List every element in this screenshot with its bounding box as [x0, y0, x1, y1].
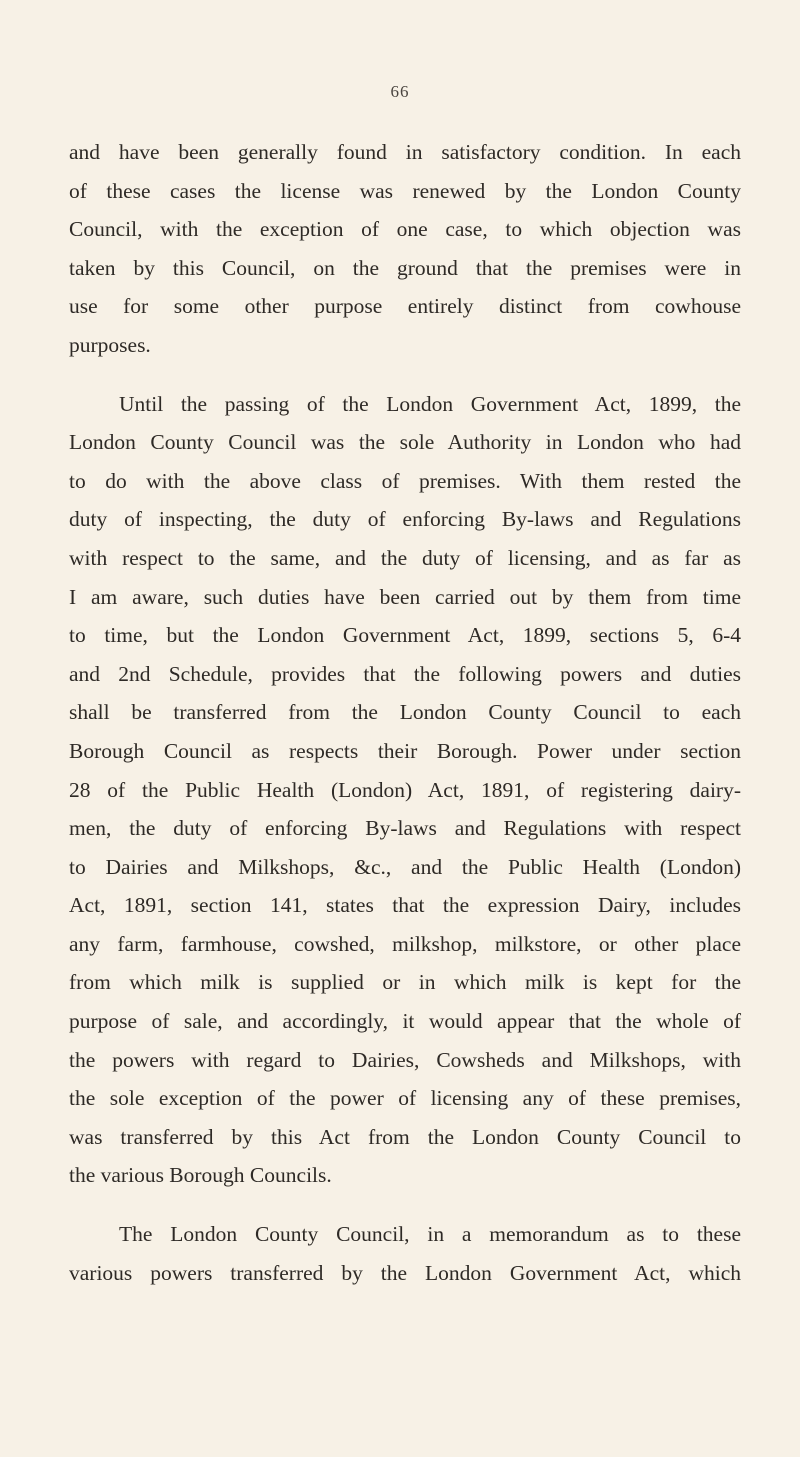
- text-line: Council, with the exception of one case, to which objection was: [69, 217, 741, 242]
- text-line: shall be transferred from the London County Council to each: [69, 700, 741, 725]
- text-line: purposes.: [69, 332, 151, 357]
- body-text: [69, 133, 741, 1292]
- text-line: purpose of sale, and accordingly, it would appear that the whole of: [69, 1009, 741, 1034]
- text-line: London County Council was the sole Authority in London who had: [69, 430, 741, 455]
- text-line: Borough Council as respects their Borough. Power under section: [69, 738, 741, 763]
- text-line: the various Borough Councils.: [69, 1163, 332, 1188]
- text-line: and 2nd Schedule, provides that the following powers and duties: [69, 661, 741, 686]
- text-line: various powers transferred by the London Government Act, which: [69, 1260, 741, 1285]
- paragraph-3: [69, 1215, 741, 1292]
- text-line: with respect to the same, and the duty of licensing, and as far as: [69, 545, 741, 570]
- paragraph-1: [69, 133, 741, 365]
- text-line: taken by this Council, on the ground that the premises were in: [69, 255, 741, 280]
- text-line: and have been generally found in satisfactory condition. In each: [69, 140, 741, 164]
- text-line: The London County Council, in a memorandum as to these: [119, 1222, 741, 1247]
- text-line: use for some other purpose entirely distinct from cowhouse: [69, 294, 741, 319]
- text-line: of these cases the license was renewed by the London County: [69, 178, 741, 203]
- paragraph-gap: [69, 1195, 741, 1215]
- text-line: from which milk is supplied or in which milk is kept for the: [69, 970, 741, 995]
- text-line: duty of inspecting, the duty of enforcing By-laws and Regulations: [69, 507, 741, 532]
- text-line: was transferred by this Act from the London County Council to: [69, 1124, 741, 1149]
- text-line: Act, 1891, section 141, states that the expression Dairy, includes: [69, 893, 741, 918]
- text-line: the sole exception of the power of licensing any of these premises,: [69, 1086, 741, 1111]
- text-line: men, the duty of enforcing By-laws and Regulations with respect: [69, 816, 741, 841]
- text-line: to time, but the London Government Act, 1899, sections 5, 6-4: [69, 623, 741, 648]
- text-line: I am aware, such duties have been carried out by them from time: [69, 584, 741, 609]
- page-number: 66: [390, 82, 410, 101]
- text-line: 28 of the Public Health (London) Act, 1891, of registering dairy-: [69, 777, 741, 802]
- paragraph-2: [69, 385, 741, 1195]
- text-line: the powers with regard to Dairies, Cowsheds and Milkshops, with: [69, 1047, 741, 1072]
- paragraph-gap: [69, 365, 741, 385]
- text-line: to do with the above class of premises. With them rested the: [69, 468, 741, 493]
- text-line: Until the passing of the London Government Act, 1899, the: [119, 391, 741, 416]
- text-line: any farm, farmhouse, cowshed, milkshop, milkstore, or other place: [69, 931, 741, 956]
- text-line: to Dairies and Milkshops, &c., and the Public Health (London): [69, 854, 741, 879]
